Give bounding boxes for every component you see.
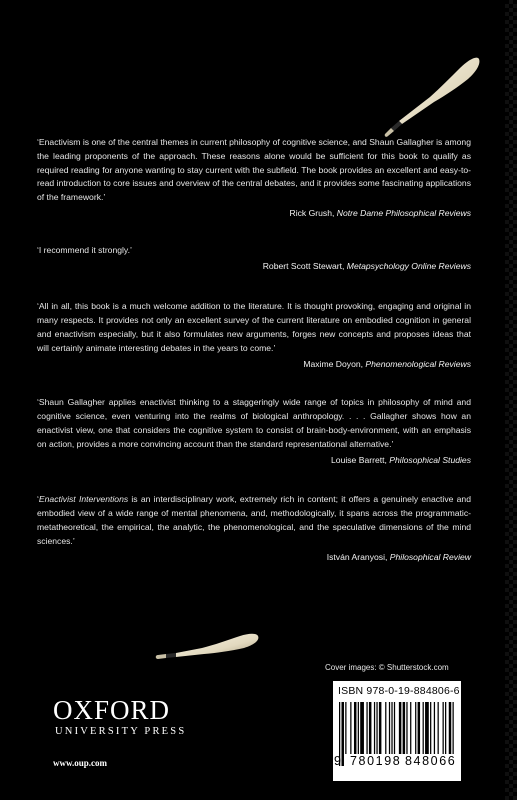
quote-source: Philosophical Studies <box>389 454 471 465</box>
barcode-bar <box>415 702 416 754</box>
quote-attribution <box>37 207 471 221</box>
quote-text-run: ‘I recommend it strongly.’ <box>37 244 132 255</box>
barcode-bar <box>366 702 367 754</box>
barcode-bar <box>360 702 364 754</box>
barcode-digits-right: 848066 <box>405 754 457 768</box>
barcode-bar <box>385 702 386 754</box>
barcode-bar <box>399 702 401 754</box>
publisher-website: www.oup.com <box>53 758 108 768</box>
barcode-bar <box>358 702 359 754</box>
quote-text-run: ‘Enactivism is one of the central themes in current philosophy of cognitive science, and Shaun Gallagher is among the leading proponents of the approach. These reasons alone would be sufficient for this book to qualify as required reading for anyone wanting to stay current with the subfield. The book provides an excellent and easy-to-read introduction to core issues and overview of the central debates, and it provides some fascinating applications of the framework.’ <box>37 137 471 203</box>
quote-attribution <box>37 454 471 468</box>
quote-source: Philosophical Review <box>389 551 471 562</box>
barcode-bar <box>389 702 390 754</box>
quote-text-run: ‘All in all, this book is a much welcome addition to the literature. It is thought provoking, engaging and original in many respects. It provides not only an excellent survey of the current literature on embodied cognition in general and enactivism especially, but it also formulates new arguments, forges new concepts and proposes ideas that will certainly animate interesting debates in the years to come.’ <box>37 301 471 353</box>
quote-text <box>37 244 471 258</box>
quote-author: Louise Barrett, <box>331 454 387 465</box>
barcode-bar <box>374 702 375 754</box>
quote-attribution <box>37 551 471 565</box>
quote-text <box>37 136 471 205</box>
publisher-subtitle: UNIVERSITY PRESS <box>55 726 187 737</box>
isbn-barcode <box>333 681 461 781</box>
barcode-bar <box>445 702 446 754</box>
quote-title-italic: Enactivist Interventions <box>38 494 129 505</box>
barcode-bar <box>345 702 346 754</box>
quote-attribution <box>37 260 471 274</box>
quote-text <box>37 396 471 451</box>
review-quotes <box>37 136 471 564</box>
edge-pattern <box>505 0 517 800</box>
barcode-digits-left: 780198 <box>350 754 402 768</box>
barcode-digits <box>333 754 461 774</box>
barcode-bar <box>403 702 405 754</box>
quote-source: Phenomenological Reviews <box>365 358 471 369</box>
quote-source: Notre Dame Philosophical Reviews <box>336 207 471 218</box>
quote-author: Rick Grush, <box>289 207 335 218</box>
publisher-logo <box>53 696 186 737</box>
barcode-bar <box>350 702 351 754</box>
review-quote <box>37 244 471 274</box>
cover-image-credit: Cover images: © Shutterstock.com <box>325 663 449 672</box>
quote-text <box>37 300 471 355</box>
barcode-bar <box>410 702 411 754</box>
quote-text <box>37 493 471 548</box>
quote-text-run: ‘ <box>37 494 39 505</box>
barcode-bar <box>425 702 429 754</box>
barcode-bar <box>354 702 356 754</box>
barcode-digit-first: 9 <box>334 754 341 768</box>
review-quote <box>37 136 471 221</box>
quote-author: Robert Scott Stewart, <box>262 260 345 271</box>
barcode-bar <box>418 702 420 754</box>
review-quote <box>37 396 471 467</box>
barcode-bar <box>406 702 407 754</box>
juggling-club-image-bottom <box>150 625 262 665</box>
quote-attribution <box>37 358 471 372</box>
barcode-bar <box>443 702 444 754</box>
barcode-bar <box>376 702 377 754</box>
barcode-bar <box>423 702 424 754</box>
juggling-club-image-top <box>382 52 482 142</box>
review-quote <box>37 300 471 371</box>
quote-text-run: is an interdisciplinary work, extremely rich in content; it offers a genuinely enactive and embodied view of a wide range of mental phenomena, and, methodologically, it spans across the programmatic-metatheoretical, the empirical, the analytic, the phenomenological, and the speculative dimensions of the mind sciences.’ <box>37 494 471 546</box>
quote-author: Maxime Doyon, <box>303 358 364 369</box>
isbn-label: ISBN 978-0-19-884806-6 <box>338 685 460 697</box>
barcode-bar <box>379 702 381 754</box>
barcode-bar <box>438 702 439 754</box>
review-quote <box>37 493 471 564</box>
barcode-bar <box>430 702 431 754</box>
publisher-name: OXFORD <box>53 695 171 725</box>
quote-text-run: ‘Shaun Gallagher applies enactivist thinking to a staggeringly wide range of topics in philosophy of mind and cognitive science, even venturing into the realms of biological anthropology. . . . Gallagher shows how an enactivist view, one that considers the cognitive system to consist of brain-body-environment, with an emphasis on action, provides a more convincing account than the standard representational alternative.’ <box>37 397 471 449</box>
quote-author: István Aranyosi, <box>326 551 388 562</box>
barcode-bar <box>434 702 435 754</box>
barcode-bar <box>369 702 371 754</box>
quote-source: Metapsychology Online Reviews <box>346 260 471 271</box>
